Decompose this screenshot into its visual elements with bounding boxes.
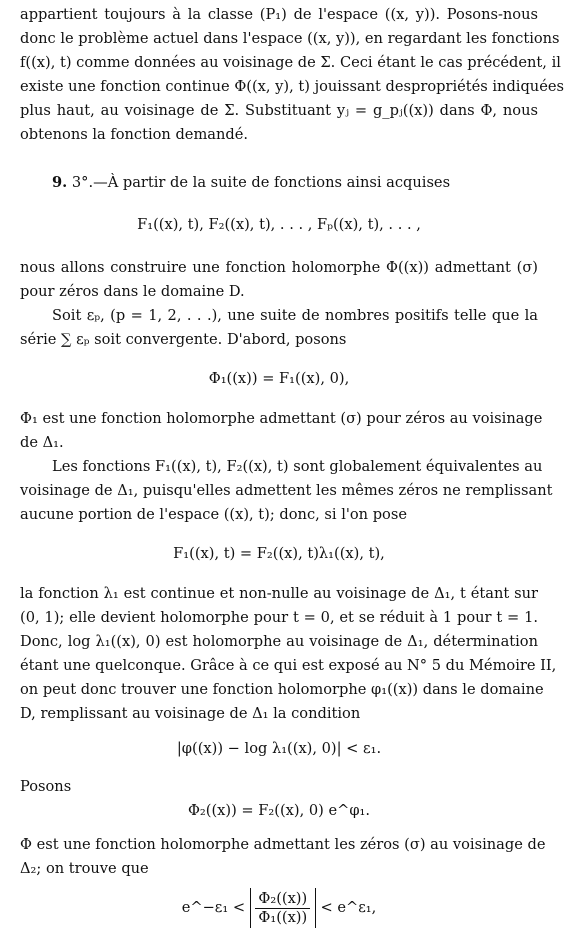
text-line: appartient toujours à la classe (P₁) de l'espace ((x, y)). Posons-nous	[20, 6, 538, 23]
text-line: existe une fonction continue Φ((x, y), t) jouissant despropriétés indiquées	[20, 78, 564, 95]
equation-sequence: F₁((x), t), F₂((x), t), . . . , Fₚ((x), t), . . . ,	[137, 216, 421, 233]
text-line: obtenons la fonction demandé.	[20, 126, 248, 143]
text-line: série ∑ εₚ soit convergente. D'abord, posons	[20, 331, 347, 348]
bound-fraction	[255, 890, 310, 927]
abs-bar-right	[315, 888, 316, 928]
text-line: Les fonctions F₁((x), t), F₂((x), t) sont globalement équivalentes au	[52, 458, 543, 475]
text-line: Posons	[20, 778, 72, 795]
text-line: étant une quelconque. Grâce à ce qui est exposé au N° 5 du Mémoire II,	[20, 657, 557, 674]
text-line: aucune portion de l'espace ((x), t); donc, si l'on pose	[20, 506, 407, 523]
section-number: 9.	[52, 174, 68, 191]
text-line: (0, 1); elle devient holomorphe pour t = 0, et se réduit à 1 pour t = 1.	[20, 609, 538, 626]
bound-left: e^−ε₁ <	[181, 899, 246, 916]
equation-condition: |φ((x)) − log λ₁((x), 0)| < ε₁.	[176, 740, 382, 757]
section-heading-line	[20, 172, 538, 193]
section-text: 3°.—À partir de la suite de fonctions ainsi acquises	[71, 174, 451, 191]
fraction-numerator: Φ₂((x))	[255, 890, 310, 909]
bound-right: < e^ε₁,	[320, 899, 377, 916]
equation-phi1: Φ₁((x)) = F₁((x), 0),	[208, 370, 350, 387]
text-line: Φ est une fonction holomorphe admettant les zéros (σ) au voisinage de	[20, 836, 546, 853]
fraction-denominator: Φ₁((x))	[258, 908, 308, 926]
text-line: Soit εₚ, (p = 1, 2, . . .), une suite de nombres positifs telle que la	[52, 307, 538, 324]
text-line: donc le problème actuel dans l'espace ((x, y)), en regardant les fonctions	[20, 30, 560, 47]
text-line: plus haut, au voisinage de Σ. Substituant yⱼ = g_pⱼ((x)) dans Φ, nous	[20, 102, 538, 119]
text-line: Φ₁ est une fonction holomorphe admettant (σ) pour zéros au voisinage	[20, 410, 543, 427]
equation-factor: F₁((x), t) = F₂((x), t)λ₁((x), t),	[173, 545, 385, 562]
text-line: de Δ₁.	[20, 434, 64, 451]
equation-phi2: Φ₂((x)) = F₂((x), 0) e^φ₁.	[187, 802, 371, 819]
text-line: nous allons construire une fonction holomorphe Φ((x)) admettant (σ)	[20, 259, 538, 276]
text-line: f((x), t) comme données au voisinage de Σ. Ceci étant le cas précédent, il	[20, 54, 561, 71]
text-line: voisinage de Δ₁, puisqu'elles admettent les mêmes zéros ne remplissant	[20, 482, 553, 499]
abs-bar-left	[250, 888, 251, 928]
equation-bound	[20, 884, 538, 932]
text-line: pour zéros dans le domaine D.	[20, 283, 245, 300]
text-line: Δ₂; on trouve que	[20, 860, 149, 877]
text-line: la fonction λ₁ est continue et non-nulle au voisinage de Δ₁, t étant sur	[20, 585, 538, 602]
text-line: D, remplissant au voisinage de Δ₁ la condition	[20, 705, 361, 722]
text-line: on peut donc trouver une fonction holomorphe φ₁((x)) dans le domaine	[20, 681, 544, 698]
text-line: Donc, log λ₁((x), 0) est holomorphe au voisinage de Δ₁, détermination	[20, 633, 538, 650]
